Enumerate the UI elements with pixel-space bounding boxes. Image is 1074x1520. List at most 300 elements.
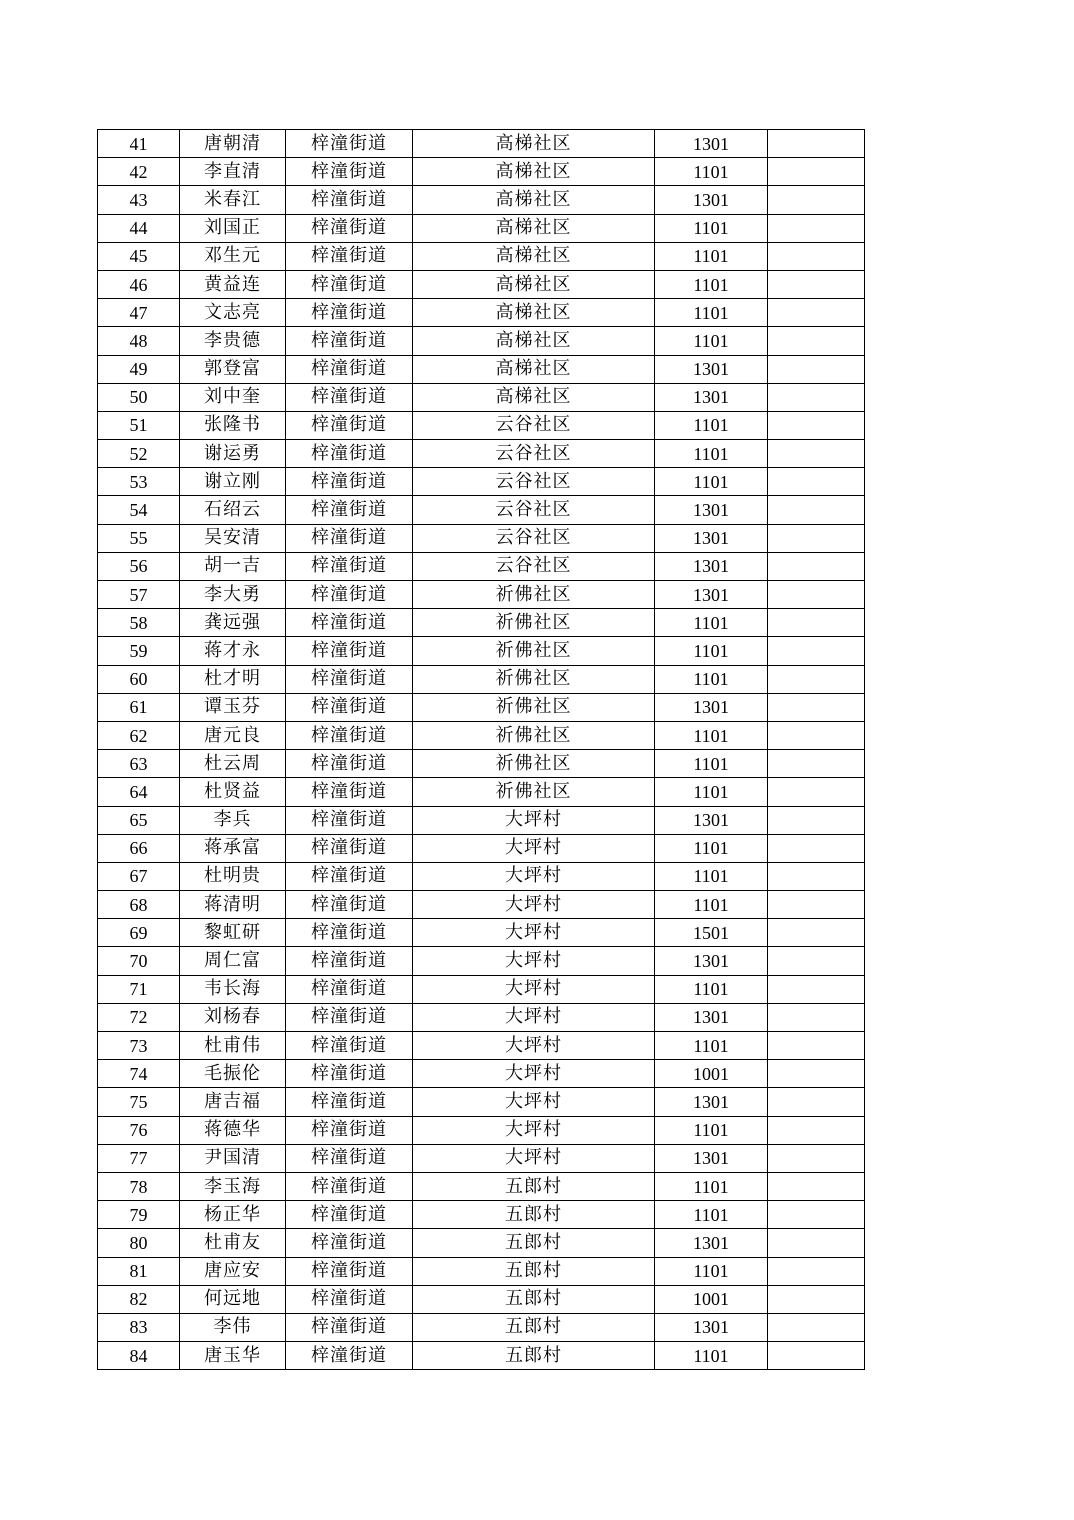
street-cell: 梓潼街道 xyxy=(286,1172,413,1200)
community-cell: 云谷社区 xyxy=(413,411,655,439)
name-cell: 李大勇 xyxy=(180,581,286,609)
street-cell: 梓潼街道 xyxy=(286,355,413,383)
note-cell xyxy=(768,778,865,806)
table-row xyxy=(98,186,865,214)
note-cell xyxy=(768,158,865,186)
community-cell: 祈佛社区 xyxy=(413,721,655,749)
community-cell: 高梯社区 xyxy=(413,383,655,411)
table-row xyxy=(98,637,865,665)
code-cell: 1301 xyxy=(655,1144,768,1172)
code-cell: 1301 xyxy=(655,693,768,721)
table-row xyxy=(98,1060,865,1088)
code-cell: 1101 xyxy=(655,834,768,862)
code-cell: 1101 xyxy=(655,665,768,693)
name-cell: 刘国正 xyxy=(180,214,286,242)
street-cell: 梓潼街道 xyxy=(286,1060,413,1088)
code-cell: 1101 xyxy=(655,721,768,749)
row-number-cell: 48 xyxy=(98,327,180,355)
note-cell xyxy=(768,1229,865,1257)
community-cell: 云谷社区 xyxy=(413,496,655,524)
row-number-cell: 73 xyxy=(98,1032,180,1060)
code-cell: 1101 xyxy=(655,327,768,355)
community-cell: 高梯社区 xyxy=(413,299,655,327)
row-number-cell: 67 xyxy=(98,862,180,890)
street-cell: 梓潼街道 xyxy=(286,299,413,327)
note-cell xyxy=(768,1172,865,1200)
street-cell: 梓潼街道 xyxy=(286,1116,413,1144)
table-row xyxy=(98,1257,865,1285)
table-row xyxy=(98,158,865,186)
code-cell: 1101 xyxy=(655,1172,768,1200)
name-cell: 杜才明 xyxy=(180,665,286,693)
name-cell: 李直清 xyxy=(180,158,286,186)
row-number-cell: 75 xyxy=(98,1088,180,1116)
name-cell: 谢立刚 xyxy=(180,468,286,496)
street-cell: 梓潼街道 xyxy=(286,862,413,890)
note-cell xyxy=(768,186,865,214)
code-cell: 1301 xyxy=(655,552,768,580)
name-cell: 蒋承富 xyxy=(180,834,286,862)
table-row xyxy=(98,552,865,580)
table-row xyxy=(98,862,865,890)
code-cell: 1301 xyxy=(655,130,768,158)
street-cell: 梓潼街道 xyxy=(286,130,413,158)
name-cell: 毛振伦 xyxy=(180,1060,286,1088)
row-number-cell: 49 xyxy=(98,355,180,383)
name-cell: 唐元良 xyxy=(180,721,286,749)
row-number-cell: 80 xyxy=(98,1229,180,1257)
code-cell: 1101 xyxy=(655,1116,768,1144)
code-cell: 1301 xyxy=(655,1313,768,1341)
table-row xyxy=(98,778,865,806)
code-cell: 1101 xyxy=(655,411,768,439)
code-cell: 1301 xyxy=(655,1229,768,1257)
row-number-cell: 54 xyxy=(98,496,180,524)
name-cell: 何远地 xyxy=(180,1285,286,1313)
street-cell: 梓潼街道 xyxy=(286,327,413,355)
name-cell: 杜明贵 xyxy=(180,862,286,890)
note-cell xyxy=(768,214,865,242)
street-cell: 梓潼街道 xyxy=(286,440,413,468)
table-row xyxy=(98,1313,865,1341)
name-cell: 黄益连 xyxy=(180,270,286,298)
note-cell xyxy=(768,1088,865,1116)
note-cell xyxy=(768,468,865,496)
community-cell: 祈佛社区 xyxy=(413,581,655,609)
row-number-cell: 81 xyxy=(98,1257,180,1285)
name-cell: 杜云周 xyxy=(180,750,286,778)
table-row xyxy=(98,581,865,609)
community-cell: 祈佛社区 xyxy=(413,750,655,778)
code-cell: 1301 xyxy=(655,186,768,214)
name-cell: 谭玉芬 xyxy=(180,693,286,721)
community-cell: 高梯社区 xyxy=(413,327,655,355)
note-cell xyxy=(768,552,865,580)
community-cell: 大坪村 xyxy=(413,1003,655,1031)
community-cell: 祈佛社区 xyxy=(413,609,655,637)
street-cell: 梓潼街道 xyxy=(286,411,413,439)
note-cell xyxy=(768,496,865,524)
code-cell: 1301 xyxy=(655,1088,768,1116)
row-number-cell: 50 xyxy=(98,383,180,411)
row-number-cell: 59 xyxy=(98,637,180,665)
street-cell: 梓潼街道 xyxy=(286,242,413,270)
code-cell: 1101 xyxy=(655,891,768,919)
name-cell: 唐应安 xyxy=(180,1257,286,1285)
street-cell: 梓潼街道 xyxy=(286,270,413,298)
street-cell: 梓潼街道 xyxy=(286,1313,413,1341)
name-cell: 谢运勇 xyxy=(180,440,286,468)
row-number-cell: 79 xyxy=(98,1201,180,1229)
name-cell: 吴安清 xyxy=(180,524,286,552)
street-cell: 梓潼街道 xyxy=(286,1032,413,1060)
code-cell: 1301 xyxy=(655,1003,768,1031)
community-cell: 云谷社区 xyxy=(413,524,655,552)
street-cell: 梓潼街道 xyxy=(286,609,413,637)
table-row xyxy=(98,721,865,749)
row-number-cell: 69 xyxy=(98,919,180,947)
table-row xyxy=(98,609,865,637)
table-row xyxy=(98,947,865,975)
table-row xyxy=(98,665,865,693)
note-cell xyxy=(768,806,865,834)
note-cell xyxy=(768,891,865,919)
street-cell: 梓潼街道 xyxy=(286,750,413,778)
street-cell: 梓潼街道 xyxy=(286,1144,413,1172)
row-number-cell: 65 xyxy=(98,806,180,834)
note-cell xyxy=(768,862,865,890)
name-cell: 邓生元 xyxy=(180,242,286,270)
note-cell xyxy=(768,1003,865,1031)
community-cell: 高梯社区 xyxy=(413,130,655,158)
note-cell xyxy=(768,1032,865,1060)
street-cell: 梓潼街道 xyxy=(286,919,413,947)
row-number-cell: 45 xyxy=(98,242,180,270)
name-cell: 李贵德 xyxy=(180,327,286,355)
table-row xyxy=(98,1003,865,1031)
name-cell: 李玉海 xyxy=(180,1172,286,1200)
street-cell: 梓潼街道 xyxy=(286,806,413,834)
name-cell: 唐玉华 xyxy=(180,1342,286,1370)
community-cell: 大坪村 xyxy=(413,975,655,1003)
community-cell: 云谷社区 xyxy=(413,440,655,468)
street-cell: 梓潼街道 xyxy=(286,721,413,749)
community-cell: 大坪村 xyxy=(413,862,655,890)
street-cell: 梓潼街道 xyxy=(286,383,413,411)
note-cell xyxy=(768,1116,865,1144)
note-cell xyxy=(768,1313,865,1341)
note-cell xyxy=(768,1285,865,1313)
code-cell: 1101 xyxy=(655,242,768,270)
row-number-cell: 62 xyxy=(98,721,180,749)
street-cell: 梓潼街道 xyxy=(286,637,413,665)
note-cell xyxy=(768,242,865,270)
name-cell: 李伟 xyxy=(180,1313,286,1341)
code-cell: 1001 xyxy=(655,1285,768,1313)
street-cell: 梓潼街道 xyxy=(286,834,413,862)
street-cell: 梓潼街道 xyxy=(286,891,413,919)
name-cell: 唐朝清 xyxy=(180,130,286,158)
note-cell xyxy=(768,947,865,975)
name-cell: 米春江 xyxy=(180,186,286,214)
row-number-cell: 41 xyxy=(98,130,180,158)
community-cell: 祈佛社区 xyxy=(413,778,655,806)
community-cell: 祈佛社区 xyxy=(413,665,655,693)
name-cell: 张隆书 xyxy=(180,411,286,439)
street-cell: 梓潼街道 xyxy=(286,975,413,1003)
community-cell: 五郎村 xyxy=(413,1285,655,1313)
street-cell: 梓潼街道 xyxy=(286,1285,413,1313)
table-row xyxy=(98,411,865,439)
street-cell: 梓潼街道 xyxy=(286,1342,413,1370)
note-cell xyxy=(768,919,865,947)
street-cell: 梓潼街道 xyxy=(286,778,413,806)
code-cell: 1101 xyxy=(655,468,768,496)
name-cell: 石绍云 xyxy=(180,496,286,524)
note-cell xyxy=(768,270,865,298)
row-number-cell: 53 xyxy=(98,468,180,496)
note-cell xyxy=(768,411,865,439)
row-number-cell: 52 xyxy=(98,440,180,468)
row-number-cell: 84 xyxy=(98,1342,180,1370)
note-cell xyxy=(768,834,865,862)
community-cell: 高梯社区 xyxy=(413,186,655,214)
name-cell: 蒋清明 xyxy=(180,891,286,919)
code-cell: 1101 xyxy=(655,214,768,242)
code-cell: 1101 xyxy=(655,609,768,637)
community-cell: 五郎村 xyxy=(413,1201,655,1229)
community-cell: 高梯社区 xyxy=(413,158,655,186)
table-row xyxy=(98,242,865,270)
name-cell: 文志亮 xyxy=(180,299,286,327)
table-row xyxy=(98,1172,865,1200)
row-number-cell: 66 xyxy=(98,834,180,862)
code-cell: 1301 xyxy=(655,581,768,609)
row-number-cell: 42 xyxy=(98,158,180,186)
name-cell: 刘中奎 xyxy=(180,383,286,411)
table-row xyxy=(98,834,865,862)
community-cell: 大坪村 xyxy=(413,891,655,919)
community-cell: 高梯社区 xyxy=(413,355,655,383)
street-cell: 梓潼街道 xyxy=(286,552,413,580)
name-cell: 郭登富 xyxy=(180,355,286,383)
code-cell: 1301 xyxy=(655,524,768,552)
row-number-cell: 64 xyxy=(98,778,180,806)
row-number-cell: 51 xyxy=(98,411,180,439)
street-cell: 梓潼街道 xyxy=(286,581,413,609)
name-cell: 唐吉福 xyxy=(180,1088,286,1116)
community-cell: 云谷社区 xyxy=(413,552,655,580)
row-number-cell: 44 xyxy=(98,214,180,242)
name-cell: 杜贤益 xyxy=(180,778,286,806)
code-cell: 1101 xyxy=(655,637,768,665)
community-cell: 大坪村 xyxy=(413,806,655,834)
name-cell: 刘杨春 xyxy=(180,1003,286,1031)
row-number-cell: 83 xyxy=(98,1313,180,1341)
note-cell xyxy=(768,693,865,721)
table-row xyxy=(98,327,865,355)
code-cell: 1501 xyxy=(655,919,768,947)
row-number-cell: 60 xyxy=(98,665,180,693)
code-cell: 1301 xyxy=(655,496,768,524)
community-cell: 大坪村 xyxy=(413,1088,655,1116)
table-row xyxy=(98,496,865,524)
name-cell: 尹国清 xyxy=(180,1144,286,1172)
table-row xyxy=(98,750,865,778)
code-cell: 1101 xyxy=(655,975,768,1003)
note-cell xyxy=(768,581,865,609)
street-cell: 梓潼街道 xyxy=(286,158,413,186)
name-cell: 蒋才永 xyxy=(180,637,286,665)
community-cell: 大坪村 xyxy=(413,1060,655,1088)
roster-table xyxy=(97,129,865,1370)
table-row xyxy=(98,1201,865,1229)
name-cell: 杨正华 xyxy=(180,1201,286,1229)
street-cell: 梓潼街道 xyxy=(286,1003,413,1031)
street-cell: 梓潼街道 xyxy=(286,1088,413,1116)
street-cell: 梓潼街道 xyxy=(286,214,413,242)
table-row xyxy=(98,130,865,158)
community-cell: 高梯社区 xyxy=(413,214,655,242)
code-cell: 1101 xyxy=(655,1032,768,1060)
row-number-cell: 71 xyxy=(98,975,180,1003)
table-row xyxy=(98,214,865,242)
community-cell: 五郎村 xyxy=(413,1313,655,1341)
row-number-cell: 56 xyxy=(98,552,180,580)
code-cell: 1101 xyxy=(655,270,768,298)
street-cell: 梓潼街道 xyxy=(286,186,413,214)
row-number-cell: 78 xyxy=(98,1172,180,1200)
table-row xyxy=(98,919,865,947)
table-row xyxy=(98,975,865,1003)
table-row xyxy=(98,1032,865,1060)
note-cell xyxy=(768,609,865,637)
name-cell: 杜甫友 xyxy=(180,1229,286,1257)
street-cell: 梓潼街道 xyxy=(286,1257,413,1285)
note-cell xyxy=(768,1201,865,1229)
row-number-cell: 46 xyxy=(98,270,180,298)
community-cell: 大坪村 xyxy=(413,1116,655,1144)
name-cell: 周仁富 xyxy=(180,947,286,975)
name-cell: 杜甫伟 xyxy=(180,1032,286,1060)
note-cell xyxy=(768,355,865,383)
name-cell: 胡一吉 xyxy=(180,552,286,580)
code-cell: 1301 xyxy=(655,806,768,834)
note-cell xyxy=(768,975,865,1003)
note-cell xyxy=(768,1342,865,1370)
note-cell xyxy=(768,721,865,749)
table-row xyxy=(98,1229,865,1257)
row-number-cell: 63 xyxy=(98,750,180,778)
code-cell: 1101 xyxy=(655,862,768,890)
table-row xyxy=(98,1144,865,1172)
community-cell: 大坪村 xyxy=(413,1144,655,1172)
row-number-cell: 43 xyxy=(98,186,180,214)
table-row xyxy=(98,524,865,552)
street-cell: 梓潼街道 xyxy=(286,1201,413,1229)
community-cell: 五郎村 xyxy=(413,1342,655,1370)
note-cell xyxy=(768,665,865,693)
row-number-cell: 55 xyxy=(98,524,180,552)
table-row xyxy=(98,355,865,383)
street-cell: 梓潼街道 xyxy=(286,693,413,721)
table-row xyxy=(98,440,865,468)
table-row xyxy=(98,383,865,411)
note-cell xyxy=(768,130,865,158)
community-cell: 云谷社区 xyxy=(413,468,655,496)
name-cell: 黎虹研 xyxy=(180,919,286,947)
note-cell xyxy=(768,524,865,552)
row-number-cell: 76 xyxy=(98,1116,180,1144)
community-cell: 大坪村 xyxy=(413,919,655,947)
note-cell xyxy=(768,750,865,778)
row-number-cell: 74 xyxy=(98,1060,180,1088)
code-cell: 1101 xyxy=(655,1201,768,1229)
code-cell: 1101 xyxy=(655,1257,768,1285)
name-cell: 李兵 xyxy=(180,806,286,834)
street-cell: 梓潼街道 xyxy=(286,496,413,524)
code-cell: 1101 xyxy=(655,299,768,327)
code-cell: 1101 xyxy=(655,440,768,468)
name-cell: 蒋德华 xyxy=(180,1116,286,1144)
table-row xyxy=(98,891,865,919)
community-cell: 五郎村 xyxy=(413,1229,655,1257)
row-number-cell: 82 xyxy=(98,1285,180,1313)
code-cell: 1001 xyxy=(655,1060,768,1088)
community-cell: 祈佛社区 xyxy=(413,637,655,665)
table-row xyxy=(98,1088,865,1116)
table-row xyxy=(98,693,865,721)
community-cell: 五郎村 xyxy=(413,1257,655,1285)
row-number-cell: 77 xyxy=(98,1144,180,1172)
street-cell: 梓潼街道 xyxy=(286,947,413,975)
street-cell: 梓潼街道 xyxy=(286,665,413,693)
code-cell: 1101 xyxy=(655,1342,768,1370)
code-cell: 1101 xyxy=(655,750,768,778)
table-row xyxy=(98,806,865,834)
row-number-cell: 58 xyxy=(98,609,180,637)
table-row xyxy=(98,468,865,496)
code-cell: 1301 xyxy=(655,947,768,975)
note-cell xyxy=(768,327,865,355)
table-row xyxy=(98,1285,865,1313)
name-cell: 龚远强 xyxy=(180,609,286,637)
note-cell xyxy=(768,383,865,411)
community-cell: 高梯社区 xyxy=(413,270,655,298)
note-cell xyxy=(768,1060,865,1088)
street-cell: 梓潼街道 xyxy=(286,524,413,552)
table-row xyxy=(98,1116,865,1144)
table-row xyxy=(98,299,865,327)
row-number-cell: 68 xyxy=(98,891,180,919)
community-cell: 五郎村 xyxy=(413,1172,655,1200)
note-cell xyxy=(768,637,865,665)
row-number-cell: 57 xyxy=(98,581,180,609)
code-cell: 1301 xyxy=(655,383,768,411)
code-cell: 1101 xyxy=(655,778,768,806)
note-cell xyxy=(768,440,865,468)
code-cell: 1301 xyxy=(655,355,768,383)
row-number-cell: 47 xyxy=(98,299,180,327)
row-number-cell: 72 xyxy=(98,1003,180,1031)
community-cell: 高梯社区 xyxy=(413,242,655,270)
community-cell: 大坪村 xyxy=(413,834,655,862)
row-number-cell: 70 xyxy=(98,947,180,975)
code-cell: 1101 xyxy=(655,158,768,186)
table-row xyxy=(98,270,865,298)
table-row xyxy=(98,1342,865,1370)
community-cell: 大坪村 xyxy=(413,947,655,975)
